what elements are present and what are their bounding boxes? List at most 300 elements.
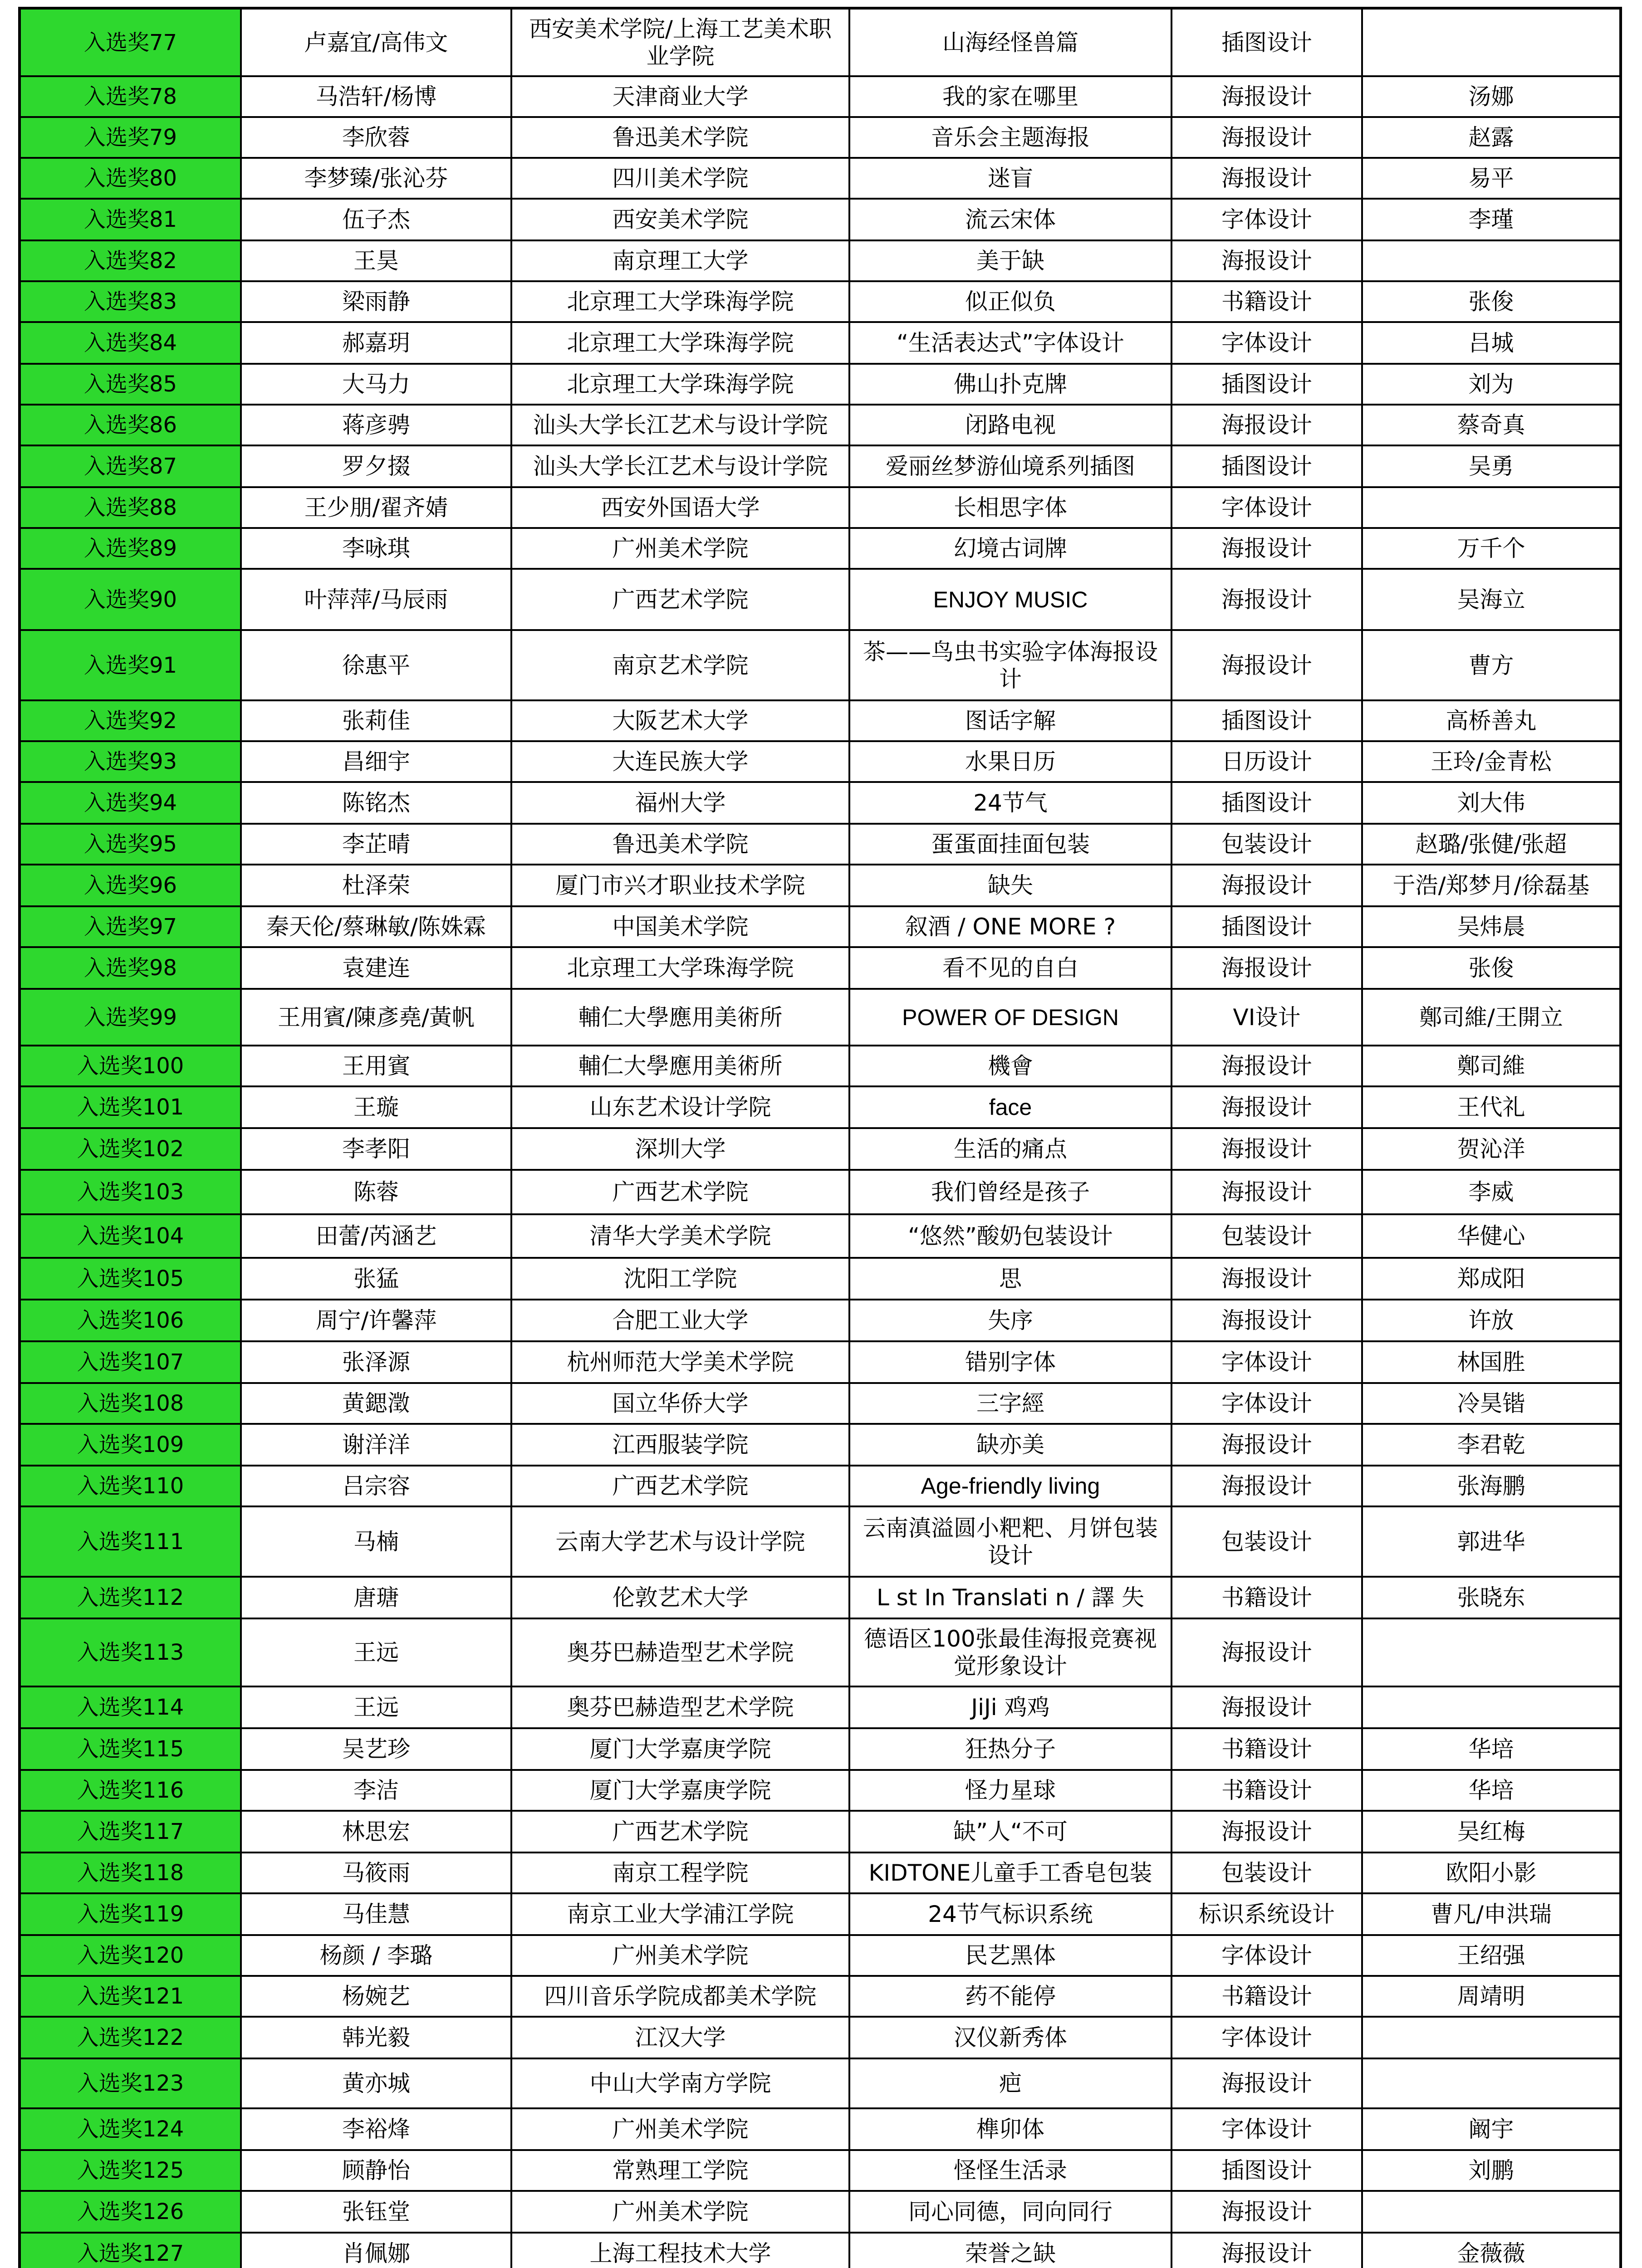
table-row [20, 445, 1621, 487]
cell-award: 入选奖90 [20, 569, 241, 630]
cell-category: 海报设计 [1171, 1046, 1362, 1086]
cell-advisor: 金薇薇 [1362, 2233, 1621, 2268]
cell-school: 北京理工大学珠海学院 [511, 322, 849, 364]
cell-award: 入选奖100 [20, 1046, 241, 1086]
table-row [20, 1577, 1621, 1618]
cell-authors: 张泽源 [241, 1341, 511, 1383]
table-row [20, 8, 1621, 76]
cell-school: 南京工业大学浦江学院 [511, 1893, 849, 1935]
cell-award: 入选奖120 [20, 1935, 241, 1976]
cell-category: 书籍设计 [1171, 1577, 1362, 1618]
cell-authors: 梁雨静 [241, 281, 511, 322]
cell-authors: 叶萍萍/马辰雨 [241, 569, 511, 630]
cell-authors: 李孝阳 [241, 1128, 511, 1170]
cell-title: 山海经怪兽篇 [849, 8, 1171, 76]
cell-advisor: 许放 [1362, 1300, 1621, 1341]
cell-category: 书籍设计 [1171, 1728, 1362, 1770]
cell-award: 入选奖102 [20, 1128, 241, 1170]
cell-advisor [1362, 1686, 1621, 1728]
cell-school: 四川美术学院 [511, 158, 849, 199]
cell-authors: 李梦臻/张沁芬 [241, 158, 511, 199]
cell-category: 海报设计 [1171, 1811, 1362, 1853]
cell-advisor [1362, 487, 1621, 528]
cell-award: 入选奖107 [20, 1341, 241, 1383]
cell-award: 入选奖83 [20, 281, 241, 322]
cell-advisor [1362, 2017, 1621, 2058]
cell-authors: 李洁 [241, 1770, 511, 1811]
cell-advisor: 周靖明 [1362, 1976, 1621, 2017]
cell-school: 广西艺术学院 [511, 1466, 849, 1506]
cell-title: 药不能停 [849, 1976, 1171, 2017]
table-row [20, 569, 1621, 630]
cell-award: 入选奖95 [20, 824, 241, 865]
cell-school: 汕头大学长江艺术与设计学院 [511, 445, 849, 487]
cell-award: 入选奖77 [20, 8, 241, 76]
cell-category: 字体设计 [1171, 1935, 1362, 1976]
cell-authors: 伍子杰 [241, 199, 511, 240]
cell-award: 入选奖89 [20, 528, 241, 569]
cell-category: 海报设计 [1171, 117, 1362, 158]
cell-school: 天津商业大学 [511, 76, 849, 117]
cell-authors: 张猛 [241, 1258, 511, 1300]
cell-award: 入选奖97 [20, 906, 241, 947]
cell-title: 图话字解 [849, 700, 1171, 741]
cell-award: 入选奖113 [20, 1618, 241, 1686]
cell-title: 错别字体 [849, 1341, 1171, 1383]
cell-advisor [1362, 8, 1621, 76]
cell-category: 插图设计 [1171, 2150, 1362, 2191]
cell-advisor: 蔡奇真 [1362, 405, 1621, 445]
cell-school: 广西艺术学院 [511, 1170, 849, 1214]
table-row [20, 1853, 1621, 1893]
cell-title: JiJi 鸡鸡 [849, 1686, 1171, 1728]
cell-category: 海报设计 [1171, 158, 1362, 199]
cell-advisor: 汤娜 [1362, 76, 1621, 117]
cell-award: 入选奖101 [20, 1086, 241, 1128]
table-row [20, 1893, 1621, 1935]
cell-authors: 马楠 [241, 1506, 511, 1577]
cell-category: 海报设计 [1171, 2058, 1362, 2108]
cell-school: 大连民族大学 [511, 741, 849, 782]
cell-title: 闭路电视 [849, 405, 1171, 445]
cell-award: 入选奖91 [20, 630, 241, 700]
cell-authors: 李芷晴 [241, 824, 511, 865]
cell-school: 北京理工大学珠海学院 [511, 364, 849, 405]
cell-school: 合肥工业大学 [511, 1300, 849, 1341]
cell-advisor: 吴海立 [1362, 569, 1621, 630]
cell-school: 輔仁大學應用美術所 [511, 989, 849, 1046]
cell-category: 包装设计 [1171, 824, 1362, 865]
cell-advisor: 张海鹏 [1362, 1466, 1621, 1506]
cell-category: 海报设计 [1171, 528, 1362, 569]
cell-title: 狂热分子 [849, 1728, 1171, 1770]
cell-award: 入选奖105 [20, 1258, 241, 1300]
cell-school: 广州美术学院 [511, 528, 849, 569]
cell-category: 包装设计 [1171, 1214, 1362, 1258]
cell-school: 鲁迅美术学院 [511, 117, 849, 158]
table-row [20, 1466, 1621, 1506]
cell-title: ENJOY MUSIC [849, 569, 1171, 630]
table-row [20, 1128, 1621, 1170]
cell-category: 海报设计 [1171, 1170, 1362, 1214]
cell-school: 清华大学美术学院 [511, 1214, 849, 1258]
cell-authors: 陈铭杰 [241, 782, 511, 824]
cell-category: 插图设计 [1171, 8, 1362, 76]
cell-authors: 李欣蓉 [241, 117, 511, 158]
table-row [20, 240, 1621, 281]
cell-school: 广西艺术学院 [511, 1811, 849, 1853]
cell-authors: 吕宗容 [241, 1466, 511, 1506]
cell-title: 怪怪生活录 [849, 2150, 1171, 2191]
cell-advisor [1362, 1618, 1621, 1686]
table-row [20, 281, 1621, 322]
cell-title: 24节气标识系统 [849, 1893, 1171, 1935]
cell-title: 怪力星球 [849, 1770, 1171, 1811]
cell-advisor: 于浩/郑梦月/徐磊基 [1362, 865, 1621, 906]
cell-award: 入选奖86 [20, 405, 241, 445]
cell-authors: 韩光毅 [241, 2017, 511, 2058]
cell-advisor: 李威 [1362, 1170, 1621, 1214]
table-row [20, 2150, 1621, 2191]
table-row [20, 2017, 1621, 2058]
cell-authors: 王昊 [241, 240, 511, 281]
cell-category: 字体设计 [1171, 2017, 1362, 2058]
cell-category: 插图设计 [1171, 364, 1362, 405]
cell-title: 德语区100张最佳海报竞赛视觉形象设计 [849, 1618, 1171, 1686]
cell-advisor: 冷昊锴 [1362, 1383, 1621, 1424]
cell-advisor: 阚宇 [1362, 2108, 1621, 2150]
cell-school: 南京理工大学 [511, 240, 849, 281]
cell-school: 福州大学 [511, 782, 849, 824]
table-row [20, 2108, 1621, 2150]
cell-category: 包装设计 [1171, 1506, 1362, 1577]
cell-category: 字体设计 [1171, 2108, 1362, 2150]
cell-category: 海报设计 [1171, 240, 1362, 281]
table-row [20, 364, 1621, 405]
cell-advisor: 鄭司維 [1362, 1046, 1621, 1086]
cell-award: 入选奖109 [20, 1424, 241, 1466]
cell-award: 入选奖78 [20, 76, 241, 117]
cell-title: 三字經 [849, 1383, 1171, 1424]
cell-award: 入选奖88 [20, 487, 241, 528]
cell-advisor [1362, 2191, 1621, 2233]
cell-category: 海报设计 [1171, 1258, 1362, 1300]
cell-advisor: 郑成阳 [1362, 1258, 1621, 1300]
cell-advisor: 刘大伟 [1362, 782, 1621, 824]
awards-table-body [20, 8, 1621, 2268]
cell-title: 榫卯体 [849, 2108, 1171, 2150]
cell-category: 字体设计 [1171, 1383, 1362, 1424]
cell-category: 海报设计 [1171, 947, 1362, 989]
cell-advisor: 曹凡/申洪瑞 [1362, 1893, 1621, 1935]
cell-authors: 袁建连 [241, 947, 511, 989]
cell-authors: 郝嘉玥 [241, 322, 511, 364]
cell-advisor: 李君乾 [1362, 1424, 1621, 1466]
cell-title: 我的家在哪里 [849, 76, 1171, 117]
cell-award: 入选奖123 [20, 2058, 241, 2108]
cell-category: 海报设计 [1171, 630, 1362, 700]
cell-award: 入选奖114 [20, 1686, 241, 1728]
cell-advisor: 赵璐/张健/张超 [1362, 824, 1621, 865]
cell-title: 迷盲 [849, 158, 1171, 199]
cell-title: 疤 [849, 2058, 1171, 2108]
cell-title: 幻境古词牌 [849, 528, 1171, 569]
cell-authors: 王远 [241, 1618, 511, 1686]
cell-award: 入选奖99 [20, 989, 241, 1046]
cell-authors: 马浩轩/杨博 [241, 76, 511, 117]
cell-school: 中山大学南方学院 [511, 2058, 849, 2108]
cell-authors: 秦天伦/蔡琳敏/陈姝霖 [241, 906, 511, 947]
cell-category: 字体设计 [1171, 487, 1362, 528]
cell-authors: 王少朋/翟齐婧 [241, 487, 511, 528]
cell-category: 字体设计 [1171, 199, 1362, 240]
cell-title: 荣誉之缺 [849, 2233, 1171, 2268]
cell-school: 广州美术学院 [511, 1935, 849, 1976]
table-row [20, 405, 1621, 445]
cell-school: 厦门大学嘉庚学院 [511, 1770, 849, 1811]
cell-school: 伦敦艺术大学 [511, 1577, 849, 1618]
table-row [20, 1811, 1621, 1853]
cell-authors: 马筱雨 [241, 1853, 511, 1893]
cell-title: 缺亦美 [849, 1424, 1171, 1466]
cell-category: 海报设计 [1171, 569, 1362, 630]
table-row [20, 1258, 1621, 1300]
cell-award: 入选奖108 [20, 1383, 241, 1424]
cell-category: 海报设计 [1171, 2233, 1362, 2268]
cell-advisor: 刘为 [1362, 364, 1621, 405]
cell-award: 入选奖115 [20, 1728, 241, 1770]
cell-school: 北京理工大学珠海学院 [511, 281, 849, 322]
cell-advisor: 贺沁洋 [1362, 1128, 1621, 1170]
table-row [20, 2233, 1621, 2268]
cell-title: 缺失 [849, 865, 1171, 906]
cell-school: 国立华侨大学 [511, 1383, 849, 1424]
cell-category: VI设计 [1171, 989, 1362, 1046]
table-row [20, 824, 1621, 865]
table-row [20, 1300, 1621, 1341]
table-row [20, 117, 1621, 158]
cell-category: 书籍设计 [1171, 1770, 1362, 1811]
table-row [20, 1728, 1621, 1770]
cell-school: 南京艺术学院 [511, 630, 849, 700]
table-row [20, 199, 1621, 240]
cell-award: 入选奖122 [20, 2017, 241, 2058]
cell-advisor: 鄭司維/王開立 [1362, 989, 1621, 1046]
cell-award: 入选奖79 [20, 117, 241, 158]
cell-advisor: 吴勇 [1362, 445, 1621, 487]
table-row [20, 947, 1621, 989]
cell-authors: 吴艺珍 [241, 1728, 511, 1770]
cell-school: 云南大学艺术与设计学院 [511, 1506, 849, 1577]
table-row [20, 1341, 1621, 1383]
cell-authors: 王璇 [241, 1086, 511, 1128]
table-row [20, 700, 1621, 741]
table-row [20, 741, 1621, 782]
cell-school: 奥芬巴赫造型艺术学院 [511, 1686, 849, 1728]
cell-school: 沈阳工学院 [511, 1258, 849, 1300]
cell-authors: 黄鍶澂 [241, 1383, 511, 1424]
cell-title: 汉仪新秀体 [849, 2017, 1171, 2058]
cell-title: 叙酒 / ONE MORE ? [849, 906, 1171, 947]
cell-award: 入选奖106 [20, 1300, 241, 1341]
cell-title: 似正似负 [849, 281, 1171, 322]
cell-school: 西安美术学院/上海工艺美术职业学院 [511, 8, 849, 76]
table-row [20, 487, 1621, 528]
cell-title: 蛋蛋面挂面包装 [849, 824, 1171, 865]
table-row [20, 1046, 1621, 1086]
cell-advisor: 郭进华 [1362, 1506, 1621, 1577]
cell-title: 缺”人“不可 [849, 1811, 1171, 1853]
cell-advisor: 曹方 [1362, 630, 1621, 700]
cell-title: 云南滇溢圆小粑粑、月饼包装设计 [849, 1506, 1171, 1577]
cell-category: 海报设计 [1171, 865, 1362, 906]
cell-award: 入选奖93 [20, 741, 241, 782]
cell-school: 广州美术学院 [511, 2108, 849, 2150]
cell-award: 入选奖87 [20, 445, 241, 487]
table-row [20, 528, 1621, 569]
cell-award: 入选奖81 [20, 199, 241, 240]
cell-advisor: 赵露 [1362, 117, 1621, 158]
cell-category: 海报设计 [1171, 1128, 1362, 1170]
cell-advisor: 易平 [1362, 158, 1621, 199]
cell-award: 入选奖92 [20, 700, 241, 741]
cell-advisor: 吴炜晨 [1362, 906, 1621, 947]
cell-school: 山东艺术设计学院 [511, 1086, 849, 1128]
cell-authors: 杨婉艺 [241, 1976, 511, 2017]
cell-category: 插图设计 [1171, 445, 1362, 487]
cell-category: 插图设计 [1171, 782, 1362, 824]
table-row [20, 1686, 1621, 1728]
table-row [20, 630, 1621, 700]
cell-advisor: 万千个 [1362, 528, 1621, 569]
cell-authors: 李裕烽 [241, 2108, 511, 2150]
cell-school: 广西艺术学院 [511, 569, 849, 630]
cell-authors: 肖佩娜 [241, 2233, 511, 2268]
table-row [20, 989, 1621, 1046]
cell-advisor: 华健心 [1362, 1214, 1621, 1258]
cell-advisor [1362, 240, 1621, 281]
cell-title: 看不见的自白 [849, 947, 1171, 989]
cell-award: 入选奖112 [20, 1577, 241, 1618]
cell-award: 入选奖85 [20, 364, 241, 405]
cell-school: 杭州师范大学美术学院 [511, 1341, 849, 1383]
cell-award: 入选奖126 [20, 2191, 241, 2233]
cell-school: 輔仁大學應用美術所 [511, 1046, 849, 1086]
cell-award: 入选奖124 [20, 2108, 241, 2150]
cell-title: 流云宋体 [849, 199, 1171, 240]
cell-authors: 李咏琪 [241, 528, 511, 569]
table-row [20, 2191, 1621, 2233]
cell-category: 标识系统设计 [1171, 1893, 1362, 1935]
table-row [20, 1086, 1621, 1128]
cell-school: 北京理工大学珠海学院 [511, 947, 849, 989]
cell-school: 上海工程技术大学 [511, 2233, 849, 2268]
cell-category: 包装设计 [1171, 1853, 1362, 1893]
cell-award: 入选奖96 [20, 865, 241, 906]
cell-advisor: 欧阳小影 [1362, 1853, 1621, 1893]
cell-title: 水果日历 [849, 741, 1171, 782]
cell-school: 中国美术学院 [511, 906, 849, 947]
cell-school: 奥芬巴赫造型艺术学院 [511, 1618, 849, 1686]
cell-title: 機會 [849, 1046, 1171, 1086]
cell-school: 江西服装学院 [511, 1424, 849, 1466]
cell-authors: 林思宏 [241, 1811, 511, 1853]
cell-award: 入选奖117 [20, 1811, 241, 1853]
cell-category: 海报设计 [1171, 1618, 1362, 1686]
cell-advisor: 张俊 [1362, 947, 1621, 989]
cell-title: 长相思字体 [849, 487, 1171, 528]
cell-school: 鲁迅美术学院 [511, 824, 849, 865]
cell-title: 佛山扑克牌 [849, 364, 1171, 405]
cell-school: 厦门大学嘉庚学院 [511, 1728, 849, 1770]
cell-title: 音乐会主题海报 [849, 117, 1171, 158]
cell-category: 插图设计 [1171, 700, 1362, 741]
cell-advisor: 华培 [1362, 1770, 1621, 1811]
cell-award: 入选奖104 [20, 1214, 241, 1258]
cell-authors: 顾静怡 [241, 2150, 511, 2191]
cell-title: face [849, 1086, 1171, 1128]
cell-authors: 谢洋洋 [241, 1424, 511, 1466]
table-row [20, 1618, 1621, 1686]
cell-advisor: 李瑾 [1362, 199, 1621, 240]
cell-school: 西安外国语大学 [511, 487, 849, 528]
cell-category: 书籍设计 [1171, 1976, 1362, 2017]
table-row [20, 1506, 1621, 1577]
cell-title: 民艺黑体 [849, 1935, 1171, 1976]
cell-category: 海报设计 [1171, 2191, 1362, 2233]
cell-advisor: 王绍强 [1362, 1935, 1621, 1976]
table-row [20, 1383, 1621, 1424]
cell-advisor: 王玲/金青松 [1362, 741, 1621, 782]
cell-award: 入选奖111 [20, 1506, 241, 1577]
table-row [20, 1976, 1621, 2017]
cell-award: 入选奖103 [20, 1170, 241, 1214]
cell-school: 厦门市兴才职业技术学院 [511, 865, 849, 906]
cell-authors: 大马力 [241, 364, 511, 405]
cell-award: 入选奖80 [20, 158, 241, 199]
cell-authors: 杜泽荣 [241, 865, 511, 906]
table-row [20, 158, 1621, 199]
cell-school: 深圳大学 [511, 1128, 849, 1170]
cell-school: 广州美术学院 [511, 2191, 849, 2233]
cell-category: 海报设计 [1171, 1466, 1362, 1506]
cell-title: 失序 [849, 1300, 1171, 1341]
table-row [20, 1424, 1621, 1466]
cell-school: 江汉大学 [511, 2017, 849, 2058]
cell-authors: 唐瑭 [241, 1577, 511, 1618]
table-row [20, 1170, 1621, 1214]
cell-advisor: 吕城 [1362, 322, 1621, 364]
cell-category: 海报设计 [1171, 76, 1362, 117]
cell-advisor: 张晓东 [1362, 1577, 1621, 1618]
cell-school: 南京工程学院 [511, 1853, 849, 1893]
cell-school: 汕头大学长江艺术与设计学院 [511, 405, 849, 445]
cell-authors: 杨颜 / 李璐 [241, 1935, 511, 1976]
cell-title: 思 [849, 1258, 1171, 1300]
cell-title: KIDTONE儿童手工香皂包装 [849, 1853, 1171, 1893]
cell-school: 四川音乐学院成都美术学院 [511, 1976, 849, 2017]
cell-authors: 周宁/许馨萍 [241, 1300, 511, 1341]
cell-authors: 王用賓 [241, 1046, 511, 1086]
table-row [20, 1935, 1621, 1976]
cell-title: POWER OF DESIGN [849, 989, 1171, 1046]
cell-award: 入选奖84 [20, 322, 241, 364]
cell-title: 茶——鸟虫书实验字体海报设计 [849, 630, 1171, 700]
cell-category: 插图设计 [1171, 906, 1362, 947]
cell-authors: 陈蓉 [241, 1170, 511, 1214]
cell-title: 爱丽丝梦游仙境系列插图 [849, 445, 1171, 487]
cell-advisor: 高桥善丸 [1362, 700, 1621, 741]
